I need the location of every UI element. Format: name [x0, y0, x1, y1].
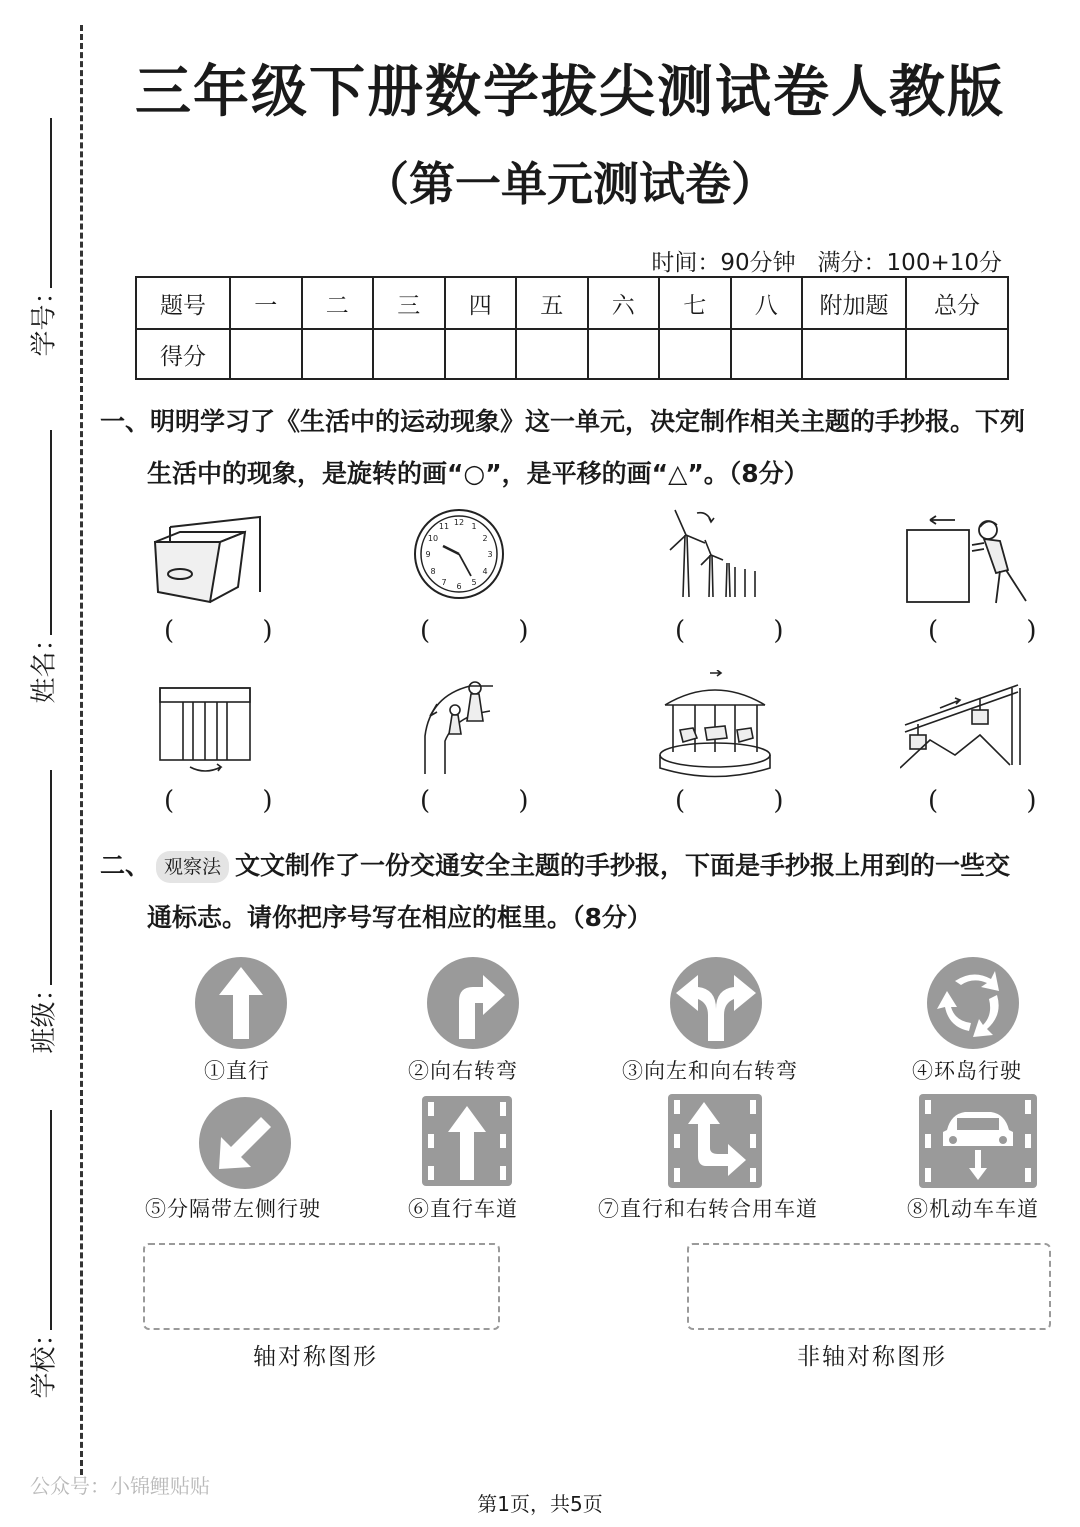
straight-lane-icon: [420, 1094, 514, 1188]
symmetric-box-label: 轴对称图形: [253, 1344, 378, 1370]
carousel-icon: [655, 670, 775, 780]
sign-label-6: ⑥直行车道: [408, 1197, 518, 1221]
pushing-box-icon: [900, 515, 1040, 605]
cable-car-icon: [900, 680, 1030, 770]
score-col: 六: [588, 277, 660, 329]
score-cell[interactable]: [659, 329, 731, 379]
sign-label-4: ④环岛行驶: [912, 1059, 1022, 1083]
svg-text:1: 1: [471, 522, 477, 531]
sign-label-1: ①直行: [204, 1059, 270, 1083]
question-2-line-2: 通标志。请你把序号写在相应的框里。（8分）: [147, 903, 652, 932]
score-col: 四: [445, 277, 517, 329]
clock-icon: [413, 508, 505, 600]
escalator-icon: [415, 676, 500, 776]
motor-lane-icon: [917, 1092, 1039, 1190]
score-cell[interactable]: [516, 329, 588, 379]
answer-paren-6[interactable]: ( ): [420, 786, 569, 816]
score-cell[interactable]: [588, 329, 660, 379]
roundabout-icon: [925, 955, 1021, 1051]
turn-right-icon: [425, 955, 521, 1051]
method-badge: 观察法: [156, 851, 229, 883]
score-col: 附加题: [802, 277, 906, 329]
score-cell[interactable]: [302, 329, 374, 379]
svg-text:4: 4: [482, 567, 488, 576]
score-table-row-label: 题号: [136, 277, 230, 329]
answer-paren-2[interactable]: ( ): [420, 616, 569, 646]
answer-paren-8[interactable]: ( ): [928, 786, 1077, 816]
school-rule: [50, 1110, 52, 1330]
answer-paren-7[interactable]: ( ): [675, 786, 824, 816]
svg-text:6: 6: [456, 582, 462, 591]
binding-dashed-line: [80, 25, 83, 1475]
score-table: [135, 276, 1009, 380]
score-cell[interactable]: [906, 329, 1008, 379]
keep-left-icon: [197, 1095, 293, 1191]
svg-text:5: 5: [471, 578, 477, 587]
watermark: 公众号：小锦鲤贴贴: [30, 1474, 210, 1498]
non-symmetric-answer-box[interactable]: [687, 1243, 1051, 1330]
score-cell[interactable]: [731, 329, 803, 379]
question-2-line-1: 文文制作了一份交通安全主题的手抄报，下面是手抄报上用到的一些交: [235, 851, 1011, 880]
full-score: 满分：100+10分: [817, 250, 1002, 276]
sign-label-2: ②向右转弯: [408, 1059, 518, 1083]
answer-paren-4[interactable]: ( ): [928, 616, 1077, 646]
non-symmetric-box-label: 非轴对称图形: [797, 1344, 947, 1370]
svg-text:2: 2: [482, 534, 488, 543]
svg-text:12: 12: [453, 518, 465, 527]
page-subtitle: （第一单元测试卷）: [363, 157, 777, 211]
svg-text:3: 3: [487, 550, 493, 559]
score-col: 一: [230, 277, 302, 329]
sign-label-7: ⑦直行和右转合用车道: [598, 1197, 818, 1221]
page-number: 第1页，共5页: [477, 1492, 603, 1516]
drawer-icon: [150, 512, 270, 607]
revolving-door-icon: [155, 685, 255, 780]
score-table-row-label: 得分: [136, 329, 230, 379]
straight-arrow-icon: [193, 955, 289, 1051]
score-col: 八: [731, 277, 803, 329]
question-2-prefix: 二、: [100, 851, 151, 880]
score-cell[interactable]: [802, 329, 906, 379]
question-1-line-1: 一、明明学习了《生活中的运动现象》这一单元，决定制作相关主题的手抄报。下列: [100, 407, 1026, 436]
score-col: 五: [516, 277, 588, 329]
svg-text:10: 10: [427, 534, 439, 543]
turn-left-right-icon: [668, 955, 764, 1051]
question-1-line-2: 生活中的现象，是旋转的画“○”，是平移的画“△”。（8分）: [147, 459, 809, 488]
name-label: 姓名：: [29, 625, 60, 704]
score-cell[interactable]: [230, 329, 302, 379]
question-2: [100, 840, 1060, 944]
svg-text:11: 11: [438, 522, 450, 531]
student-id-rule: [50, 118, 52, 288]
svg-text:8: 8: [430, 567, 436, 576]
score-col: 二: [302, 277, 374, 329]
sign-label-3: ③向左和向右转弯: [622, 1059, 798, 1083]
page-title: 三年级下册数学拔尖测试卷人教版: [135, 60, 1005, 125]
symmetric-answer-box[interactable]: [143, 1243, 500, 1330]
score-col: 三: [373, 277, 445, 329]
class-rule: [50, 770, 52, 985]
answer-paren-5[interactable]: ( ): [164, 786, 313, 816]
question-1: [100, 396, 1060, 500]
score-col: 七: [659, 277, 731, 329]
answer-paren-1[interactable]: ( ): [164, 616, 313, 646]
svg-text:7: 7: [441, 578, 447, 587]
score-col: 总分: [906, 277, 1008, 329]
school-label: 学校：: [29, 1320, 60, 1399]
score-table-score-row: [136, 329, 1008, 379]
score-cell[interactable]: [445, 329, 517, 379]
answer-paren-3[interactable]: ( ): [675, 616, 824, 646]
name-rule: [50, 430, 52, 635]
time-limit: 时间：90分钟: [651, 250, 796, 276]
exam-meta: [651, 244, 1002, 277]
score-table-header-row: [136, 277, 1008, 329]
windmill-icon: [665, 505, 765, 600]
score-cell[interactable]: [373, 329, 445, 379]
class-label: 班级：: [29, 975, 60, 1054]
sign-label-8: ⑧机动车车道: [907, 1197, 1039, 1221]
straight-right-lane-icon: [666, 1092, 764, 1190]
sign-label-5: ⑤分隔带左侧行驶: [145, 1197, 321, 1221]
svg-text:9: 9: [425, 550, 431, 559]
student-id-label: 学号：: [29, 278, 60, 357]
